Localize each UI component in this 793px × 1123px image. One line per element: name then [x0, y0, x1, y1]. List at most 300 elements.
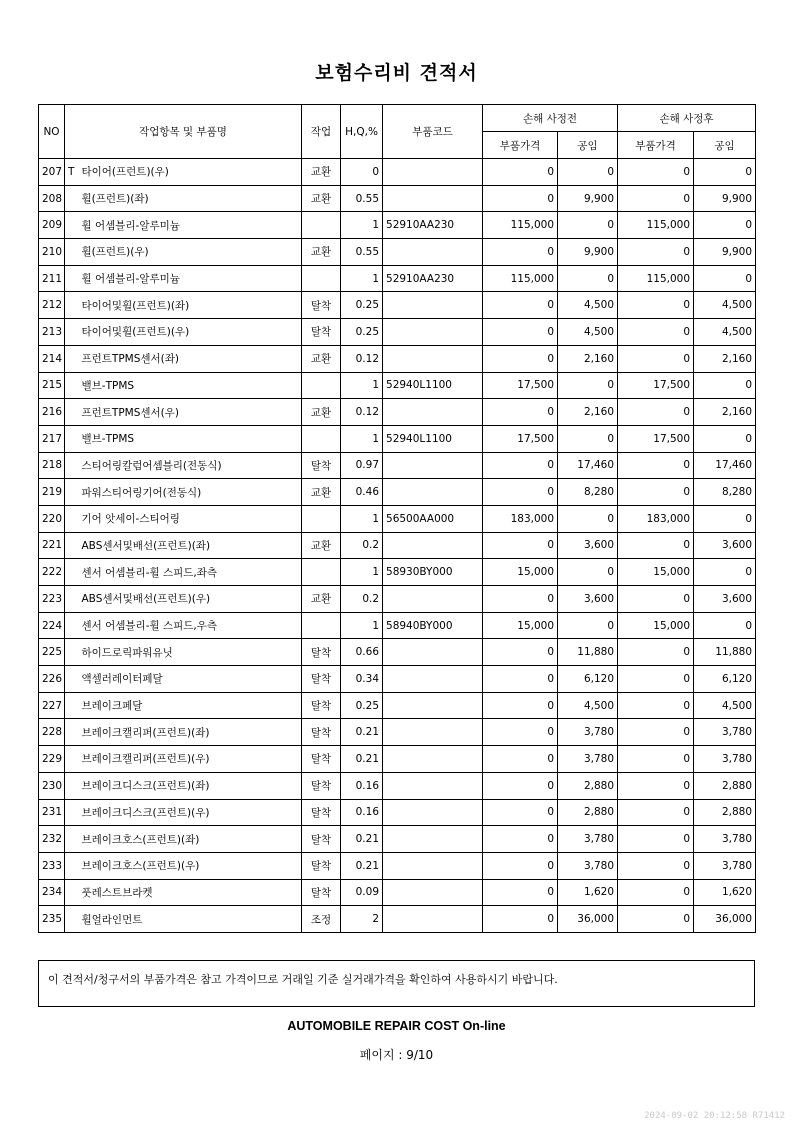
row-hq: 0.97 — [341, 452, 383, 479]
row-after-labor: 2,160 — [694, 399, 756, 426]
header-before-part-price: 부품가격 — [483, 132, 558, 159]
row-hq: 0.16 — [341, 772, 383, 799]
row-flag — [65, 586, 79, 613]
table-row — [39, 452, 756, 479]
row-item-name: 타이어및휠(프런트)(우) — [79, 319, 302, 346]
row-before-labor: 11,880 — [558, 639, 618, 666]
table-row — [39, 612, 756, 639]
row-after-labor: 3,780 — [694, 719, 756, 746]
row-work-type: 탈착 — [302, 879, 341, 906]
row-flag — [65, 772, 79, 799]
row-before-part-price: 0 — [483, 532, 558, 559]
row-item-name: 브레이크캘리퍼(프런트)(우) — [79, 746, 302, 773]
row-item-name: 휠 어셈블리-알루미늄 — [79, 265, 302, 292]
row-after-part-price: 0 — [618, 159, 694, 186]
row-no: 217 — [39, 425, 65, 452]
row-after-labor: 17,460 — [694, 452, 756, 479]
row-before-labor: 3,600 — [558, 532, 618, 559]
row-after-labor: 1,620 — [694, 879, 756, 906]
row-hq: 0.25 — [341, 292, 383, 319]
row-after-labor: 0 — [694, 505, 756, 532]
row-flag — [65, 666, 79, 693]
row-no: 209 — [39, 212, 65, 239]
row-after-part-price: 0 — [618, 479, 694, 506]
row-part-code: 52910AA230 — [383, 212, 483, 239]
row-no: 214 — [39, 345, 65, 372]
row-item-name: 프런트TPMS센서(좌) — [79, 345, 302, 372]
row-hq: 0.2 — [341, 532, 383, 559]
row-hq: 0.21 — [341, 826, 383, 853]
row-flag — [65, 292, 79, 319]
row-part-code — [383, 345, 483, 372]
row-after-part-price: 183,000 — [618, 505, 694, 532]
row-before-labor: 6,120 — [558, 666, 618, 693]
row-no: 212 — [39, 292, 65, 319]
table-row — [39, 559, 756, 586]
row-work-type — [302, 505, 341, 532]
row-part-code: 56500AA000 — [383, 505, 483, 532]
row-hq: 1 — [341, 212, 383, 239]
row-hq: 0.12 — [341, 345, 383, 372]
row-no: 234 — [39, 879, 65, 906]
table-row — [39, 586, 756, 613]
row-hq: 0.21 — [341, 852, 383, 879]
row-no: 232 — [39, 826, 65, 853]
row-no: 208 — [39, 185, 65, 212]
row-after-labor: 0 — [694, 559, 756, 586]
row-after-part-price: 0 — [618, 719, 694, 746]
row-flag — [65, 639, 79, 666]
row-work-type — [302, 265, 341, 292]
row-flag — [65, 372, 79, 399]
row-after-labor: 2,880 — [694, 772, 756, 799]
row-part-code — [383, 852, 483, 879]
row-hq: 0.66 — [341, 639, 383, 666]
row-before-part-price: 115,000 — [483, 265, 558, 292]
row-work-type: 탈착 — [302, 772, 341, 799]
row-after-labor: 8,280 — [694, 479, 756, 506]
row-item-name: 휠 어셈블리-알루미늄 — [79, 212, 302, 239]
row-after-part-price: 0 — [618, 879, 694, 906]
row-after-part-price: 0 — [618, 319, 694, 346]
row-flag — [65, 319, 79, 346]
row-flag — [65, 692, 79, 719]
estimate-table — [38, 104, 756, 933]
row-before-part-price: 0 — [483, 879, 558, 906]
row-before-labor: 4,500 — [558, 692, 618, 719]
row-work-type: 탈착 — [302, 292, 341, 319]
header-after-part-price: 부품가격 — [618, 132, 694, 159]
row-no: 220 — [39, 505, 65, 532]
row-after-labor: 3,600 — [694, 586, 756, 613]
row-after-labor: 2,160 — [694, 345, 756, 372]
row-hq: 0.34 — [341, 666, 383, 693]
row-before-part-price: 0 — [483, 185, 558, 212]
row-flag — [65, 719, 79, 746]
table-row — [39, 292, 756, 319]
row-before-part-price: 0 — [483, 666, 558, 693]
row-after-labor: 3,780 — [694, 746, 756, 773]
row-after-labor: 11,880 — [694, 639, 756, 666]
row-flag — [65, 212, 79, 239]
table-row — [39, 239, 756, 266]
row-after-part-price: 0 — [618, 452, 694, 479]
row-item-name: ABS센서및배선(프런트)(좌) — [79, 532, 302, 559]
row-before-part-price: 0 — [483, 452, 558, 479]
row-before-part-price: 0 — [483, 319, 558, 346]
row-item-name: 기어 앗세이-스티어링 — [79, 505, 302, 532]
row-work-type: 탈착 — [302, 452, 341, 479]
row-item-name: 브레이크디스크(프런트)(좌) — [79, 772, 302, 799]
row-flag — [65, 746, 79, 773]
row-work-type: 조정 — [302, 906, 341, 933]
row-after-part-price: 0 — [618, 692, 694, 719]
row-item-name: 파워스티어링기어(전동식) — [79, 479, 302, 506]
row-no: 231 — [39, 799, 65, 826]
row-before-labor: 3,780 — [558, 719, 618, 746]
row-no: 235 — [39, 906, 65, 933]
row-flag — [65, 505, 79, 532]
header-work: 작업 — [302, 105, 341, 159]
row-hq: 0.55 — [341, 185, 383, 212]
row-after-part-price: 0 — [618, 345, 694, 372]
row-before-labor: 0 — [558, 505, 618, 532]
row-work-type: 교환 — [302, 532, 341, 559]
row-before-labor: 0 — [558, 265, 618, 292]
row-after-labor: 3,600 — [694, 532, 756, 559]
row-no: 223 — [39, 586, 65, 613]
row-after-labor: 0 — [694, 212, 756, 239]
row-work-type: 탈착 — [302, 746, 341, 773]
row-part-code — [383, 906, 483, 933]
row-part-code — [383, 639, 483, 666]
row-item-name: 센서 어셈블리-휠 스피드,좌측 — [79, 559, 302, 586]
row-after-part-price: 17,500 — [618, 425, 694, 452]
table-row — [39, 666, 756, 693]
row-hq: 1 — [341, 559, 383, 586]
row-before-labor: 3,600 — [558, 586, 618, 613]
row-part-code — [383, 452, 483, 479]
row-item-name: 휠얼라인먼트 — [79, 906, 302, 933]
row-before-labor: 0 — [558, 159, 618, 186]
row-before-labor: 36,000 — [558, 906, 618, 933]
row-item-name: 브레이크캘리퍼(프런트)(좌) — [79, 719, 302, 746]
row-part-code — [383, 292, 483, 319]
row-work-type: 교환 — [302, 239, 341, 266]
row-item-name: 휠(프런트)(우) — [79, 239, 302, 266]
row-no: 228 — [39, 719, 65, 746]
row-flag — [65, 479, 79, 506]
row-after-labor: 4,500 — [694, 292, 756, 319]
row-part-code — [383, 746, 483, 773]
row-part-code — [383, 826, 483, 853]
row-hq: 1 — [341, 505, 383, 532]
row-part-code: 58940BY000 — [383, 612, 483, 639]
row-before-part-price: 0 — [483, 345, 558, 372]
row-after-part-price: 115,000 — [618, 265, 694, 292]
header-after-labor: 공임 — [694, 132, 756, 159]
row-item-name: 브레이크호스(프런트)(우) — [79, 852, 302, 879]
row-before-part-price: 0 — [483, 159, 558, 186]
row-work-type: 탈착 — [302, 826, 341, 853]
row-after-labor: 0 — [694, 425, 756, 452]
row-no: 225 — [39, 639, 65, 666]
row-work-type: 교환 — [302, 586, 341, 613]
row-flag — [65, 425, 79, 452]
row-before-part-price: 183,000 — [483, 505, 558, 532]
row-part-code — [383, 399, 483, 426]
row-before-part-price: 17,500 — [483, 425, 558, 452]
row-before-part-price: 0 — [483, 586, 558, 613]
row-before-labor: 0 — [558, 559, 618, 586]
row-part-code: 58930BY000 — [383, 559, 483, 586]
row-before-labor: 3,780 — [558, 852, 618, 879]
table-row — [39, 772, 756, 799]
table-row — [39, 399, 756, 426]
row-before-labor: 2,880 — [558, 799, 618, 826]
header-before-labor: 공임 — [558, 132, 618, 159]
print-timestamp: 2024-09-02 20:12:58 R71412 — [644, 1111, 785, 1121]
row-after-part-price: 0 — [618, 852, 694, 879]
row-no: 227 — [39, 692, 65, 719]
row-part-code — [383, 772, 483, 799]
row-after-labor: 0 — [694, 159, 756, 186]
row-after-labor: 4,500 — [694, 692, 756, 719]
row-no: 233 — [39, 852, 65, 879]
row-after-labor: 0 — [694, 612, 756, 639]
row-hq: 2 — [341, 906, 383, 933]
row-before-part-price: 0 — [483, 746, 558, 773]
row-after-labor: 3,780 — [694, 852, 756, 879]
row-no: 221 — [39, 532, 65, 559]
row-flag — [65, 879, 79, 906]
row-before-part-price: 0 — [483, 772, 558, 799]
row-item-name: 브레이크페달 — [79, 692, 302, 719]
header-part-code: 부품코드 — [383, 105, 483, 159]
row-hq: 0.21 — [341, 719, 383, 746]
row-no: 216 — [39, 399, 65, 426]
row-item-name: 액셀러레이터페달 — [79, 666, 302, 693]
table-row — [39, 639, 756, 666]
row-no: 222 — [39, 559, 65, 586]
row-after-part-price: 0 — [618, 292, 694, 319]
header-hq: H,Q,% — [341, 105, 383, 159]
row-no: 215 — [39, 372, 65, 399]
table-row — [39, 746, 756, 773]
row-before-labor: 2,160 — [558, 345, 618, 372]
row-hq: 1 — [341, 612, 383, 639]
row-after-part-price: 0 — [618, 799, 694, 826]
row-after-labor: 9,900 — [694, 239, 756, 266]
row-after-labor: 4,500 — [694, 319, 756, 346]
row-no: 211 — [39, 265, 65, 292]
row-after-part-price: 115,000 — [618, 212, 694, 239]
row-flag — [65, 185, 79, 212]
row-part-code — [383, 879, 483, 906]
row-flag: T — [65, 159, 79, 186]
row-part-code — [383, 185, 483, 212]
row-work-type: 교환 — [302, 159, 341, 186]
row-work-type: 탈착 — [302, 799, 341, 826]
header-no: NO — [39, 105, 65, 159]
row-work-type: 교환 — [302, 399, 341, 426]
row-flag — [65, 826, 79, 853]
row-before-part-price: 115,000 — [483, 212, 558, 239]
row-after-part-price: 0 — [618, 666, 694, 693]
row-before-part-price: 0 — [483, 826, 558, 853]
row-after-labor: 6,120 — [694, 666, 756, 693]
row-before-labor: 9,900 — [558, 185, 618, 212]
row-flag — [65, 532, 79, 559]
row-part-code — [383, 239, 483, 266]
row-after-labor: 0 — [694, 265, 756, 292]
row-before-part-price: 0 — [483, 479, 558, 506]
row-part-code — [383, 479, 483, 506]
row-before-part-price: 0 — [483, 799, 558, 826]
table-row — [39, 265, 756, 292]
row-after-labor: 9,900 — [694, 185, 756, 212]
row-item-name: 하이드로릭파워유닛 — [79, 639, 302, 666]
row-before-labor: 0 — [558, 212, 618, 239]
row-before-part-price: 0 — [483, 239, 558, 266]
row-before-part-price: 15,000 — [483, 612, 558, 639]
row-part-code — [383, 586, 483, 613]
row-work-type — [302, 559, 341, 586]
row-part-code — [383, 666, 483, 693]
estimate-rows — [39, 159, 756, 933]
row-item-name: 타이어및휠(프런트)(좌) — [79, 292, 302, 319]
row-work-type: 교환 — [302, 185, 341, 212]
row-hq: 0.25 — [341, 319, 383, 346]
row-part-code: 52910AA230 — [383, 265, 483, 292]
row-no: 224 — [39, 612, 65, 639]
row-flag — [65, 399, 79, 426]
row-before-part-price: 0 — [483, 852, 558, 879]
table-row — [39, 345, 756, 372]
row-before-labor: 4,500 — [558, 319, 618, 346]
row-before-labor: 0 — [558, 425, 618, 452]
table-row — [39, 212, 756, 239]
row-work-type: 탈착 — [302, 319, 341, 346]
table-row — [39, 692, 756, 719]
row-no: 229 — [39, 746, 65, 773]
row-item-name: 휠(프런트)(좌) — [79, 185, 302, 212]
row-no: 207 — [39, 159, 65, 186]
row-item-name: 센서 어셈블리-휠 스피드,우측 — [79, 612, 302, 639]
row-work-type — [302, 425, 341, 452]
table-row — [39, 826, 756, 853]
row-before-labor: 0 — [558, 612, 618, 639]
row-item-name: ABS센서및배선(프런트)(우) — [79, 586, 302, 613]
row-after-part-price: 0 — [618, 586, 694, 613]
row-before-labor: 4,500 — [558, 292, 618, 319]
row-before-labor: 2,160 — [558, 399, 618, 426]
row-hq: 0.12 — [341, 399, 383, 426]
row-item-name: 프런트TPMS센서(우) — [79, 399, 302, 426]
table-row — [39, 319, 756, 346]
row-flag — [65, 799, 79, 826]
header-item: 작업항목 및 부품명 — [65, 105, 302, 159]
row-work-type: 탈착 — [302, 666, 341, 693]
row-after-labor: 2,880 — [694, 799, 756, 826]
row-flag — [65, 452, 79, 479]
row-before-part-price: 0 — [483, 292, 558, 319]
row-flag — [65, 612, 79, 639]
row-item-name: 브레이크호스(프런트)(좌) — [79, 826, 302, 853]
row-after-part-price: 0 — [618, 639, 694, 666]
row-hq: 1 — [341, 265, 383, 292]
table-row — [39, 879, 756, 906]
row-work-type: 탈착 — [302, 719, 341, 746]
row-no: 210 — [39, 239, 65, 266]
row-before-part-price: 0 — [483, 719, 558, 746]
row-before-part-price: 15,000 — [483, 559, 558, 586]
row-after-labor: 3,780 — [694, 826, 756, 853]
row-before-labor: 1,620 — [558, 879, 618, 906]
row-after-part-price: 0 — [618, 746, 694, 773]
table-row — [39, 479, 756, 506]
row-no: 218 — [39, 452, 65, 479]
row-hq: 0.2 — [341, 586, 383, 613]
row-work-type — [302, 612, 341, 639]
row-before-labor: 17,460 — [558, 452, 618, 479]
row-flag — [65, 265, 79, 292]
row-hq: 0.16 — [341, 799, 383, 826]
row-hq: 1 — [341, 372, 383, 399]
table-row — [39, 799, 756, 826]
row-after-labor: 0 — [694, 372, 756, 399]
row-part-code — [383, 532, 483, 559]
row-hq: 0.09 — [341, 879, 383, 906]
row-after-part-price: 0 — [618, 532, 694, 559]
row-item-name: 브레이크디스크(프런트)(우) — [79, 799, 302, 826]
row-part-code — [383, 719, 483, 746]
row-item-name: 스티어링칼럼어셈블리(전동식) — [79, 452, 302, 479]
row-no: 226 — [39, 666, 65, 693]
row-after-part-price: 0 — [618, 826, 694, 853]
row-no: 213 — [39, 319, 65, 346]
row-after-part-price: 0 — [618, 906, 694, 933]
row-after-part-price: 0 — [618, 185, 694, 212]
table-row — [39, 852, 756, 879]
row-hq: 0 — [341, 159, 383, 186]
row-part-code — [383, 799, 483, 826]
row-work-type — [302, 372, 341, 399]
row-work-type: 탈착 — [302, 852, 341, 879]
row-hq: 0.21 — [341, 746, 383, 773]
row-before-part-price: 0 — [483, 399, 558, 426]
header-before-adjustment: 손해 사정전 — [483, 105, 618, 132]
row-item-name: 밸브-TPMS — [79, 425, 302, 452]
row-hq: 1 — [341, 425, 383, 452]
row-no: 219 — [39, 479, 65, 506]
row-work-type: 교환 — [302, 479, 341, 506]
row-item-name: 풋레스트브라켓 — [79, 879, 302, 906]
row-before-labor: 9,900 — [558, 239, 618, 266]
table-row — [39, 425, 756, 452]
row-flag — [65, 852, 79, 879]
row-part-code — [383, 159, 483, 186]
table-row — [39, 505, 756, 532]
row-after-part-price: 15,000 — [618, 559, 694, 586]
table-row — [39, 532, 756, 559]
row-flag — [65, 239, 79, 266]
row-before-part-price: 0 — [483, 906, 558, 933]
row-item-name: 타이어(프런트)(우) — [79, 159, 302, 186]
row-flag — [65, 906, 79, 933]
document-title: 보험수리비 견적서 — [315, 62, 478, 84]
row-before-part-price: 0 — [483, 692, 558, 719]
